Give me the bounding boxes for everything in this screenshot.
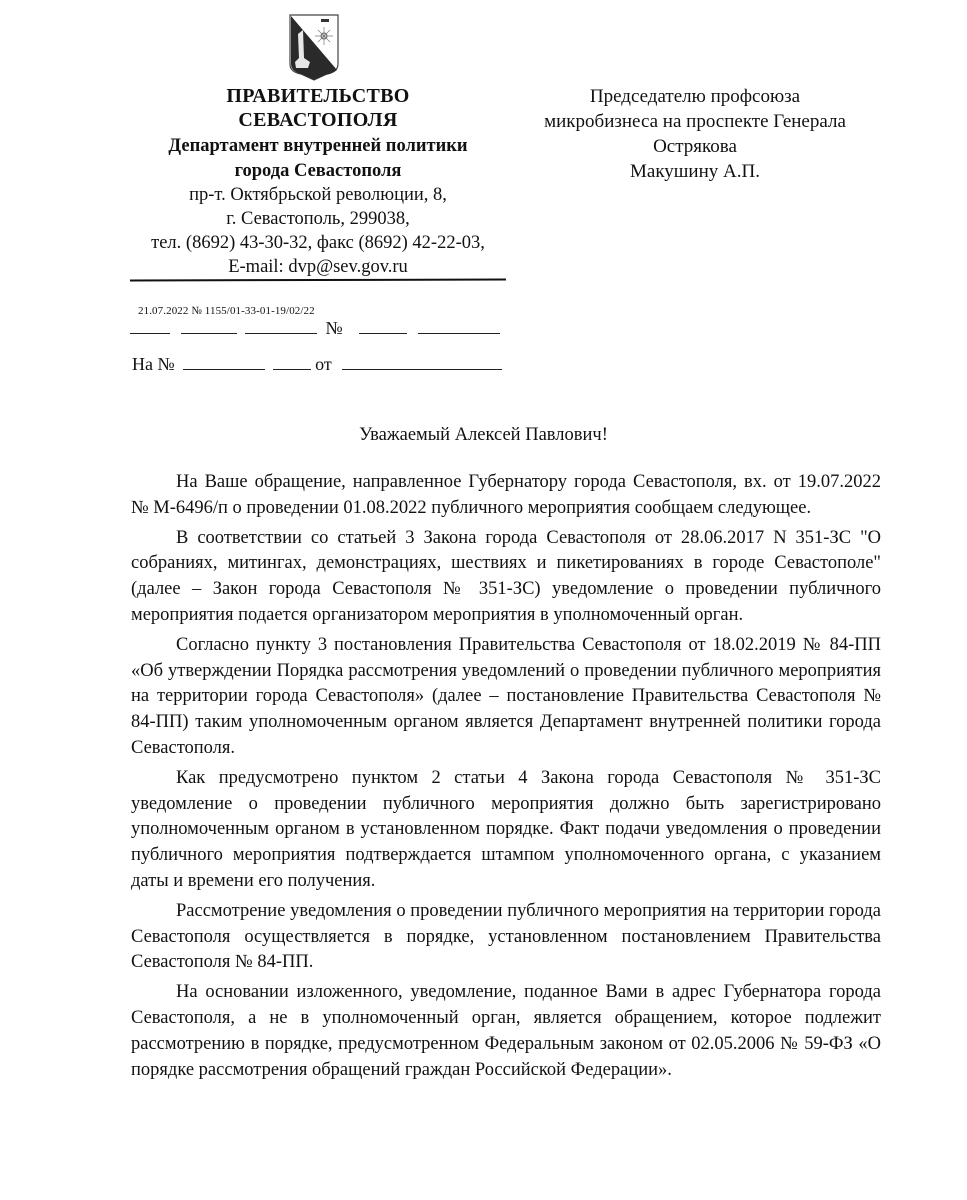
reply-to-label: На №: [132, 354, 175, 374]
phone-fax-line: тел. (8692) 43-30-32, факс (8692) 42-22-03,: [151, 233, 485, 253]
blank-line: [130, 319, 170, 334]
paragraph: В соответствии со статьей 3 Закона города Севастополя от 28.06.2017 N 351-ЗС "О собраниях, митингах, демонстрациях, шествиях и пикетированиях в городе Севастополе" (далее – Закон города Севастополя № 351-ЗС) уведомление о проведении публичного мероприятия подается организатором мероприятия в уполномоченный орган.: [131, 527, 881, 625]
number-sign-label: №: [325, 318, 343, 338]
recipient-block: [505, 84, 885, 184]
letterhead-divider: [130, 279, 506, 282]
org-name-line2: СЕВАСТОПОЛЯ: [238, 109, 398, 131]
from-label: от: [315, 354, 332, 374]
reply-to-row: [132, 354, 502, 375]
recipient-line2: микробизнеса на проспекте Генерала: [544, 111, 846, 132]
department-name-line1: Департамент внутренней политики: [168, 136, 468, 156]
paragraph: На Ваше обращение, направленное Губернатору города Севастополя, вх. от 19.07.2022 № М-6496/п о проведении 01.08.2022 публичного мероприятия сообщаем следующее.: [131, 472, 881, 518]
sevastopol-coat-of-arms-icon: [287, 12, 341, 82]
address-line1: пр-т. Октябрьской революции, 8,: [189, 185, 447, 205]
org-name-line1: ПРАВИТЕЛЬСТВО: [226, 85, 410, 107]
address-line2: г. Севастополь, 299038,: [226, 209, 410, 229]
blank-line: [183, 355, 265, 370]
outgoing-reference-number: 21.07.2022 № 1155/01-33-01-19/02/22: [138, 305, 315, 317]
salutation: Уважаемый Алексей Павлович!: [359, 425, 608, 445]
outgoing-number-row: [130, 318, 500, 339]
blank-line: [418, 319, 500, 334]
email-line: E-mail: dvp@sev.gov.ru: [228, 257, 408, 277]
blank-line: [181, 319, 237, 334]
blank-line: [245, 319, 317, 334]
recipient-line1: Председателю профсоюза: [589, 86, 801, 107]
department-name-line2: города Севастополя: [234, 160, 402, 181]
paragraph: Согласно пункту 3 постановления Правительства Севастополя от 18.02.2019 № 84-ПП «Об утверждении Порядка рассмотрения уведомлений о проведении публичного мероприятия на территории города Севастополя» (далее – постановление Правительства Севастополя № 84-ПП) таким уполномоченным органом является Департамент внутренней политики города Севастополя.: [131, 634, 881, 758]
sender-letterhead: [128, 84, 508, 279]
blank-line: [273, 355, 311, 370]
blank-line: [342, 355, 502, 370]
paragraph: Как предусмотрено пунктом 2 статьи 4 Закона города Севастополя № 351-ЗС уведомление о проведении публичного мероприятия должно быть зарегистрировано уполномоченным органом в установленном порядке. Факт подачи уведомления о проведении публичного мероприятия подтверждается штампом уполномоченного органа, с указанием даты и времени его получения.: [131, 767, 881, 891]
paragraph: На основании изложенного, уведомление, поданное Вами в адрес Губернатора города Севастополя, а не в уполномоченный орган, является обращением, которое подлежит рассмотрению в порядке, предусмотренном Федеральным законом от 02.05.2006 № 59-ФЗ «О порядке рассмотрения обращений граждан Российской Федерации».: [131, 982, 881, 1080]
recipient-line4: Макушину А.П.: [630, 161, 760, 182]
blank-line: [359, 319, 407, 334]
letter-body: [131, 470, 881, 1087]
recipient-line3: Острякова: [653, 136, 737, 157]
paragraph: Рассмотрение уведомления о проведении публичного мероприятия на территории города Севастополя осуществляется в порядке, установленном постановлением Правительства Севастополя № 84-ПП.: [131, 900, 881, 973]
